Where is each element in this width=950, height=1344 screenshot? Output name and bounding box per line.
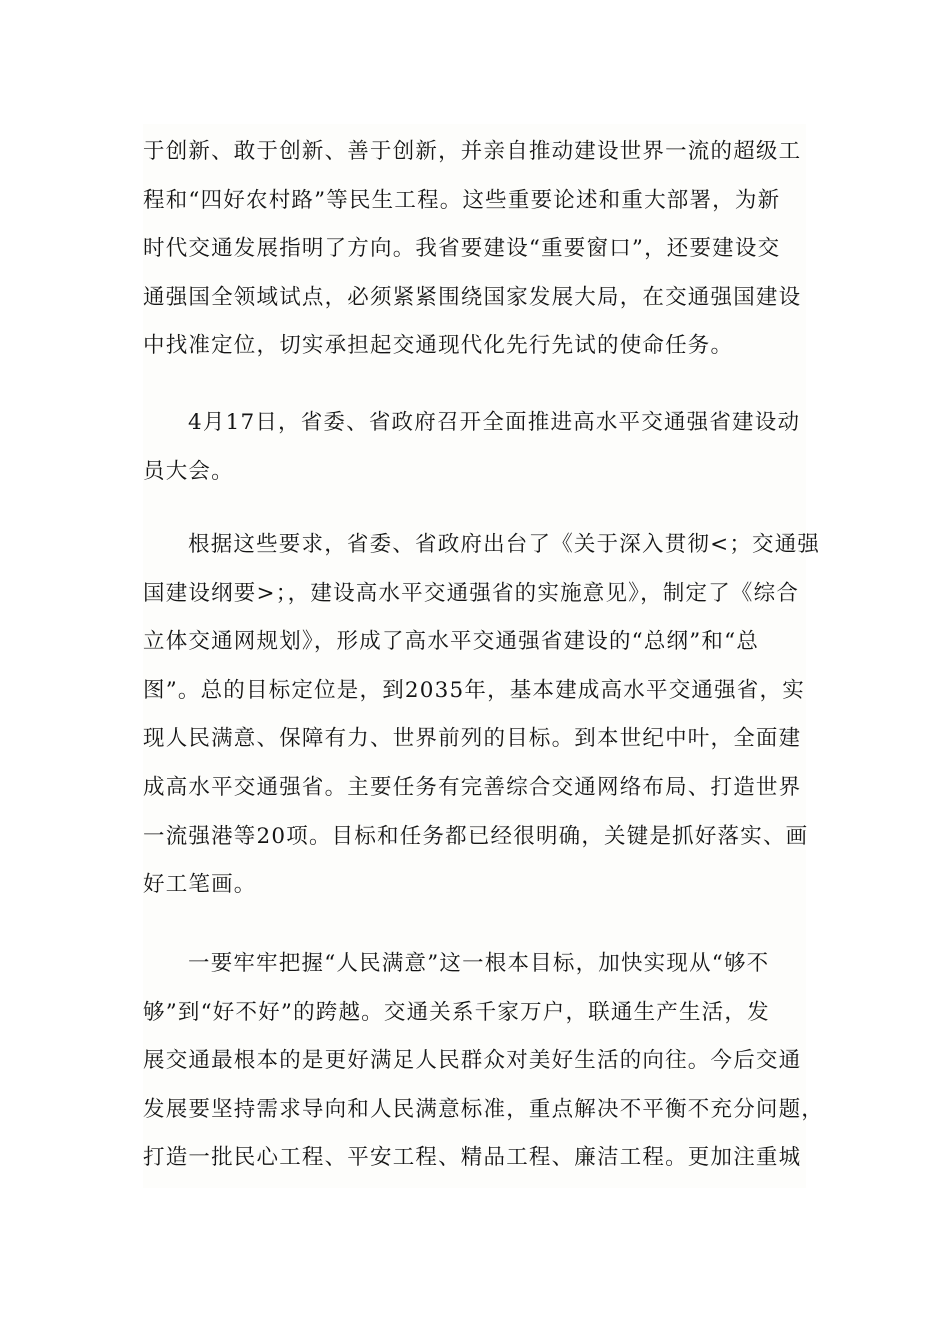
text-line: 图”。总的目标定位是，到2035年，基本建成高水平交通强省，实 xyxy=(143,677,805,703)
document-body xyxy=(143,124,825,1188)
text-line: 打造一批民心工程、平安工程、精品工程、廉洁工程。更加注重城 xyxy=(143,1145,802,1171)
text-line: 程和“四好农村路”等民生工程。这些重要论述和重大部署，为新 xyxy=(143,187,781,213)
text-line: 员大会。 xyxy=(143,458,234,484)
text-line: 通强国全领域试点，必须紧紧围绕国家发展大局，在交通强国建设 xyxy=(143,284,802,310)
paragraph-3 xyxy=(143,521,821,910)
text-line: 好工笔画。 xyxy=(143,872,257,898)
text-line: 够”到“好不好”的跨越。交通关系千家万户，联通生产生活，发 xyxy=(143,999,770,1025)
text-line: 国建设纲要>；，建设高水平交通强省的实施意见》，制定了《综合 xyxy=(143,580,800,606)
text-line: 根据这些要求，省委、省政府出台了《关于深入贯彻<；交通强 xyxy=(188,532,821,557)
paragraph-1 xyxy=(143,128,806,371)
text-line: 现人民满意、保障有力、世界前列的目标。到本世纪中叶，全面建 xyxy=(143,726,802,752)
text-line: 展交通最根本的是更好满足人民群众对美好生活的向往。今后交通 xyxy=(143,1048,802,1074)
text-line: 一流强港等20项。目标和任务都已经很明确，关键是抓好落实、画 xyxy=(143,823,809,849)
text-line: 中找准定位，切实承担起交通现代化先行先试的使命任务。 xyxy=(143,333,734,359)
text-line: 立体交通网规划》，形成了高水平交通强省建设的“总纲”和“总 xyxy=(143,629,760,655)
text-line: 成高水平交通强省。主要任务有完善综合交通网络布局、打造世界 xyxy=(143,774,802,800)
text-line: 发展要坚持需求导向和人民满意标准，重点解决不平衡不充分问题， xyxy=(143,1096,825,1122)
paragraph-4 xyxy=(143,940,825,1183)
text-line: 时代交通发展指明了方向。我省要建设“重要窗口”，还要建设交 xyxy=(143,236,781,262)
text-line: 于创新、敢于创新、善于创新，并亲自推动建设世界一流的超级工 xyxy=(143,139,802,164)
text-line: 一要牢牢把握“人民满意”这一根本目标，加快实现从“够不 xyxy=(188,951,770,976)
text-line: 4月17日，省委、省政府召开全面推进高水平交通强省建设动 xyxy=(188,410,801,435)
paragraph-2 xyxy=(143,399,806,496)
